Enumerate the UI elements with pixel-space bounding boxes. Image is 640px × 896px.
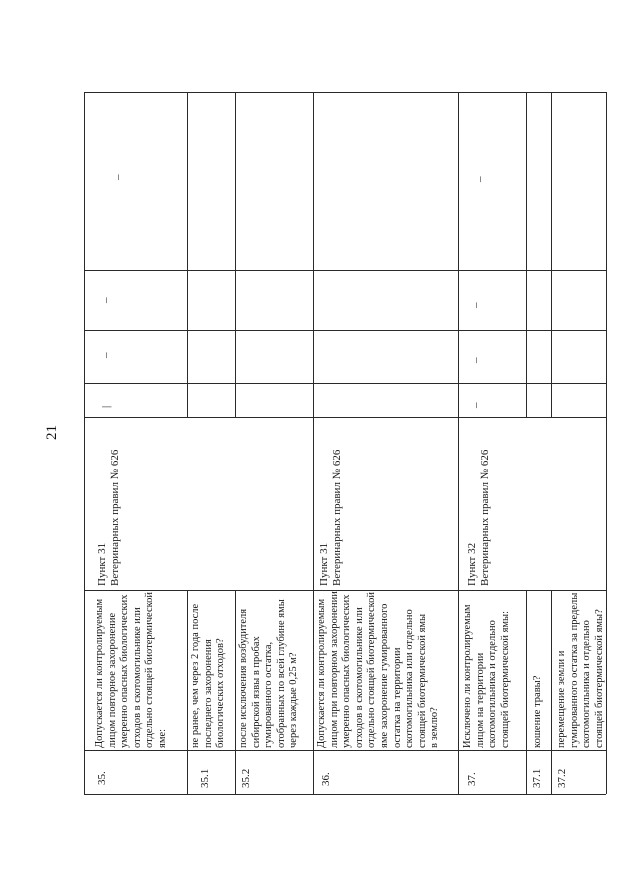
- question-text: перемещение земли и гумированного остатка за пределы скотомогильника и отдельно стоящей биотермической ямы?: [556, 592, 605, 748]
- answer-mark: |: [100, 405, 112, 408]
- question-text: не ранее, чем через 2 года после последнего захоронения биологических отходов?: [190, 603, 227, 748]
- row-divider-35-1: [187, 92, 188, 417]
- row-divider-35-1-q: [187, 590, 188, 794]
- question-text: после исключения возбудителя сибирской язвы в пробах гумированного остатка, отобранных по всей глубине ямы через каждые 0,25 м?: [238, 599, 300, 748]
- divider-answer-2: [84, 330, 606, 331]
- reference-text: Пункт 31 Ветеринарных правил № 626: [96, 449, 121, 586]
- reference-text: Пункт 31 Ветеринарных правил № 626: [318, 449, 343, 586]
- page-number: 21: [44, 425, 60, 440]
- row-number: 37.2: [556, 768, 568, 788]
- row-divider-35-2-q: [235, 590, 236, 794]
- answer-mark: –: [470, 357, 482, 363]
- row-number: 37.: [466, 772, 478, 786]
- reference-text: Пункт 32 Ветеринарных правил № 626: [466, 449, 491, 586]
- divider-answer-1: [84, 383, 606, 384]
- table-bottom-border: [84, 794, 606, 795]
- row-number: 37.1: [531, 768, 543, 788]
- row-number: 35.: [96, 771, 108, 785]
- row-divider-37-1-q: [526, 590, 527, 794]
- row-divider-37-2-q: [551, 590, 552, 794]
- divider-reference: [84, 417, 606, 418]
- answer-mark: –: [470, 302, 482, 308]
- divider-number: [84, 750, 606, 751]
- row-number: 36.: [320, 772, 332, 786]
- question-text: Допускается ли контролируемым лицом при повторном захоронении умеренно опасных биологических отходов в скотомогильнике или отдельно стоящей биотермической яме захоронение гумированного остатка на территории скотомогильника или отдельно стоящей биотермической ямы в землю?: [316, 591, 441, 748]
- row-divider-37-1: [526, 92, 527, 417]
- question-text: Допускается ли контролируемым лицом повторное захоронение умеренно опасных биологических отходов в скотомогильнике или отдельно стоящей биотермической яме:: [94, 591, 168, 748]
- divider-answer-3: [84, 270, 606, 271]
- row-divider-37-2: [551, 92, 552, 417]
- answer-mark: –: [112, 174, 124, 180]
- answer-mark: –: [470, 402, 482, 408]
- answer-mark: –: [100, 297, 112, 303]
- table-top-border: [84, 92, 606, 93]
- row-number: 35.1: [199, 768, 211, 788]
- question-text: Исключено ли контролируемым лицом на территории скотомогильника и отдельно стоящей биотермической ямы:: [462, 604, 511, 748]
- row-divider-36: [313, 92, 314, 794]
- answer-mark: –: [100, 352, 112, 358]
- table-left-border: [84, 92, 85, 794]
- row-divider-35-2: [235, 92, 236, 417]
- row-divider-37: [458, 92, 459, 794]
- row-number: 35.2: [240, 768, 252, 788]
- question-text: кошение травы?: [532, 675, 543, 748]
- answer-mark: –: [474, 176, 486, 182]
